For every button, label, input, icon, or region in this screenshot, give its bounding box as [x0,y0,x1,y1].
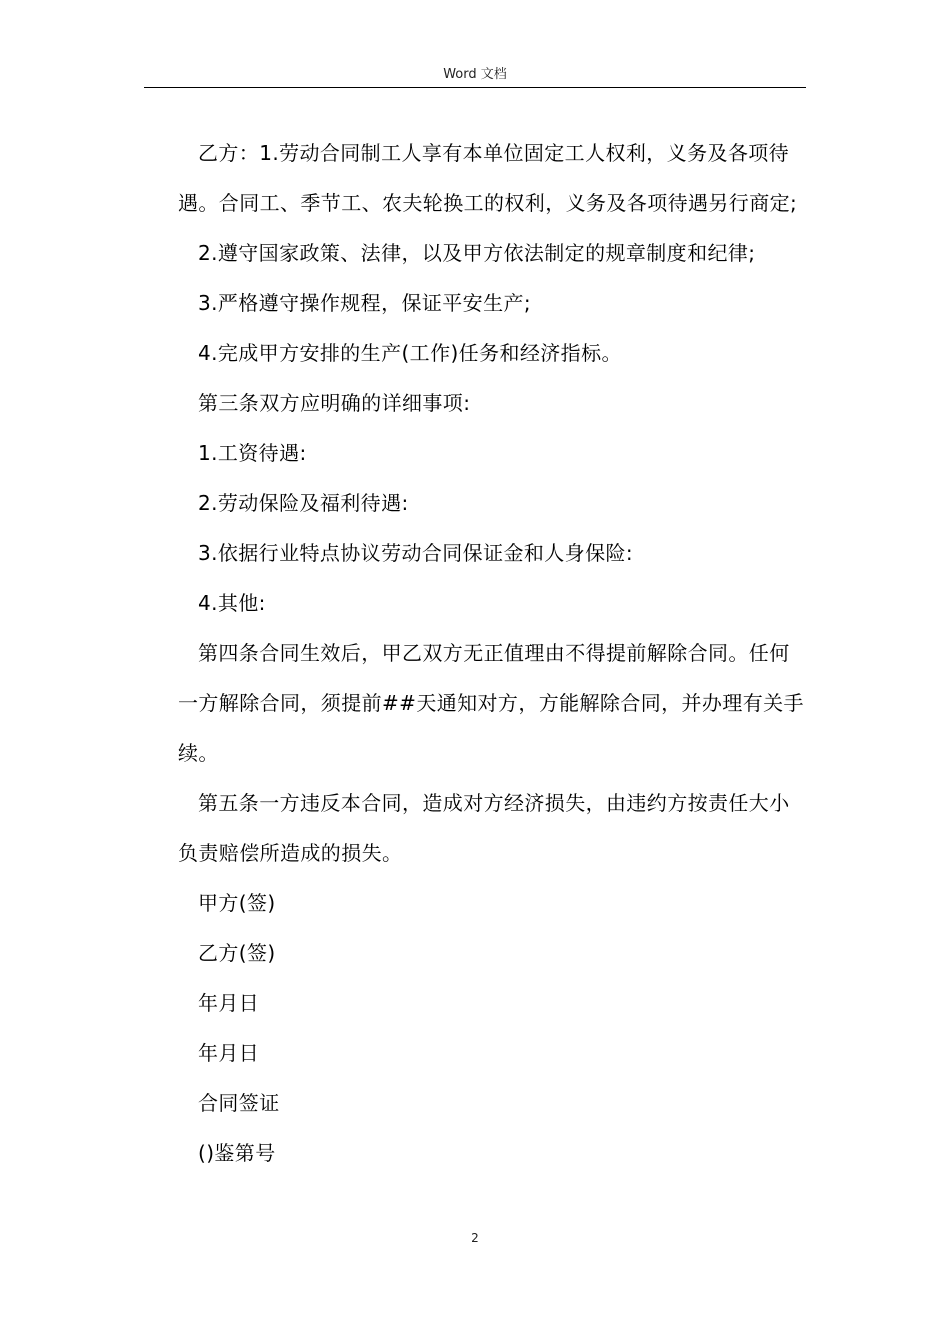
paragraph-obey-laws: 2.遵守国家政策、法律，以及甲方依法制定的规章制度和纪律; [198,241,756,265]
paragraph-article-four: 第四条合同生效后，甲乙双方无正值理由不得提前解除合同。任何一方解除合同，须提前##天通知对方，方能解除合同，并办理有关手续。 [178,641,804,765]
signature-party-b: 乙方(签) [198,941,276,965]
document-body [178,128,808,1178]
page-header: Word 文档 [443,67,507,82]
paragraph-party-b-rights: 乙方：1.劳动合同制工人享有本单位固定工人权利，义务及各项待遇。合同工、季节工、农夫轮换工的权利，义务及各项待遇另行商定; [178,141,798,215]
contract-certification: 合同签证 [198,1091,280,1115]
signature-party-a: 甲方(签) [198,891,276,915]
certification-number: ()鉴第号 [198,1141,276,1165]
paragraph-article-five: 第五条一方违反本合同，造成对方经济损失，由违约方按责任大小负责赔偿所造成的损失。 [178,791,790,865]
paragraph-insurance-welfare: 2.劳动保险及福利待遇: [198,491,409,515]
date-line-2: 年月日 [198,1041,260,1065]
header-divider [144,87,806,88]
date-line-1: 年月日 [198,991,260,1015]
paragraph-complete-tasks: 4.完成甲方安排的生产(工作)任务和经济指标。 [198,341,622,365]
page-number: 2 [471,1231,479,1245]
paragraph-other: 4.其他: [198,591,266,615]
paragraph-wages: 1.工资待遇: [198,441,307,465]
paragraph-safe-production: 3.严格遵守操作规程，保证平安生产; [198,291,532,315]
paragraph-deposit-insurance: 3.依据行业特点协议劳动合同保证金和人身保险: [198,541,634,565]
paragraph-article-three: 第三条双方应明确的详细事项: [198,391,471,415]
